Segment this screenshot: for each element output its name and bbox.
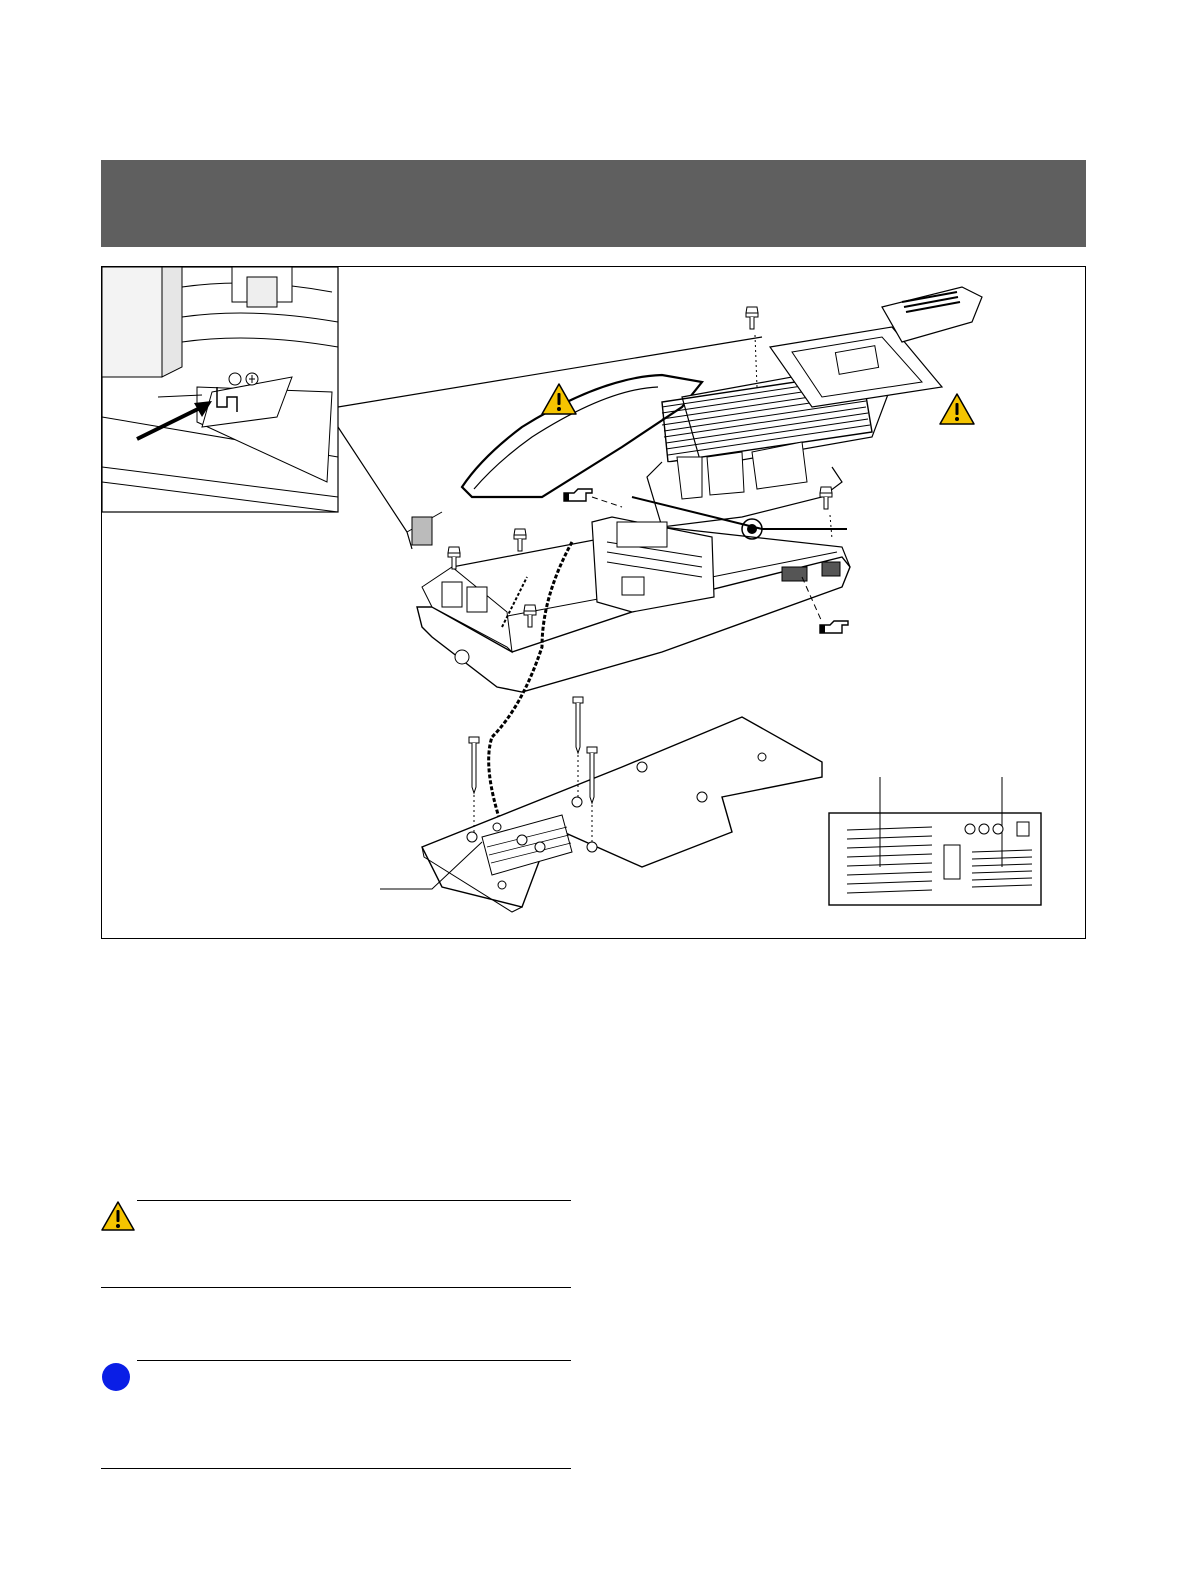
section-header-bar <box>101 160 1086 247</box>
warning-notice <box>101 1200 571 1288</box>
base-plate <box>422 717 822 912</box>
figure-warning-icon-2 <box>940 394 974 424</box>
assembly-illustration <box>101 266 1086 939</box>
warning-notice-top-rule <box>137 1200 571 1201</box>
hardware-kit <box>829 777 1041 905</box>
info-circle-icon <box>101 1362 131 1397</box>
warning-notice-bottom-rule <box>101 1287 571 1288</box>
pointing-hand-icon-2 <box>820 621 848 633</box>
top-housing <box>632 287 982 539</box>
info-notice-bottom-rule <box>101 1468 571 1469</box>
chassis-tray <box>417 517 850 692</box>
assembly-drawing <box>102 267 1087 940</box>
warning-triangle-icon <box>101 1200 135 1237</box>
inset-detail <box>102 267 338 512</box>
info-notice <box>101 1360 571 1469</box>
info-notice-top-rule <box>137 1360 571 1361</box>
pointing-hand-icon-1 <box>564 489 592 501</box>
